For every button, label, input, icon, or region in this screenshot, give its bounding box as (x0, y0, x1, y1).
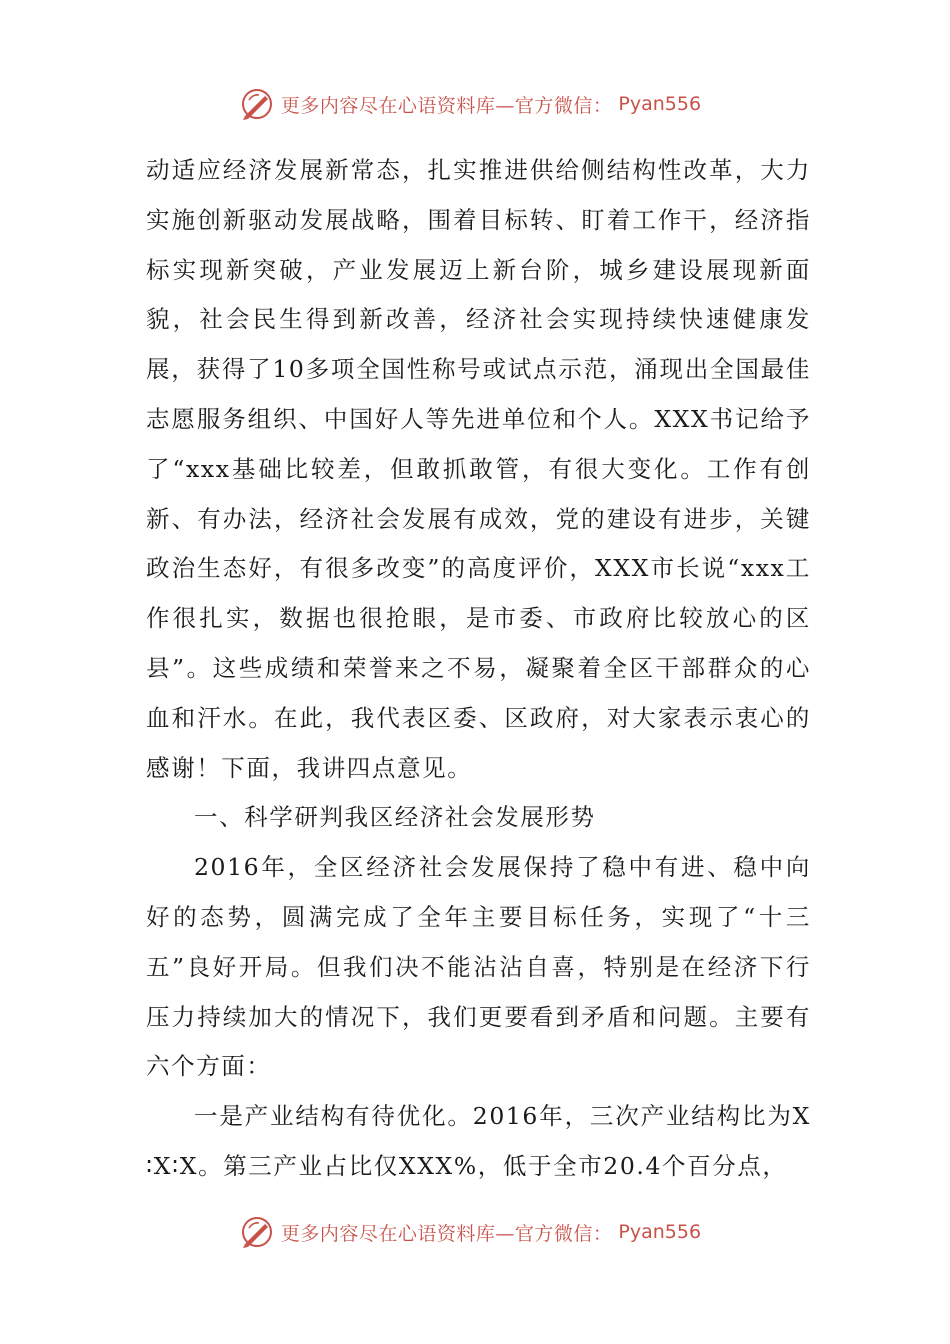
watermark-text: 更多内容尽在心语资料库—官方微信： (280, 1222, 613, 1245)
pen-logo-icon (239, 86, 275, 122)
pen-logo-icon (239, 1214, 275, 1250)
watermark-handle: Pyan556 (618, 1221, 702, 1243)
body-paragraph-3: 一是产业结构有待优化。2016年，三次产业结构比为X∶X∶X。第三产业占比仅XXX%，低于全市20.4个百分点， (146, 1102, 811, 1180)
body-paragraph-1: 动适应经济发展新常态，扎实推进供给侧结构性改革，大力实施创新驱动发展战略，围着目标转、盯着工作干，经济指标实现新突破，产业发展迈上新台阶，城乡建设展现新面貌，社会民生得到新改善，经济社会实现持续快速健康发展，获得了10多项全国性称号或试点示范，涌现出全国最佳志愿服务组织、中国好人等先进单位和个人。XXX书记给予了“xxx基础比较差，但敢抓敢管，有很大变化。工作有创新、有办法，经济社会发展有成效，党的建设有进步，关键政治生态好，有很多改变”的高度评价，XXX市长说“xxx工作很扎实，数据也很抢眼，是市委、市政府比较放心的区县”。这些成绩和荣誉来之不易，凝聚着全区干部群众的心血和汗水。在此，我代表区委、区政府，对大家表示衷心的感谢！下面，我讲四点意见。 (146, 156, 811, 782)
watermark-text: 更多内容尽在心语资料库—官方微信： (280, 94, 613, 117)
header-watermark (239, 86, 701, 122)
footer-watermark (239, 1214, 701, 1250)
section-heading: 一、科学研判我区经济社会发展形势 (194, 803, 596, 832)
body-paragraph-2: 2016年，全区经济社会发展保持了稳中有进、稳中向好的态势，圆满完成了全年主要目标任务，实现了“十三五”良好开局。但我们决不能沾沾自喜，特别是在经济下行压力持续加大的情况下，我们更要看到矛盾和问题。主要有六个方面： (146, 853, 811, 1081)
watermark-handle: Pyan556 (618, 93, 702, 115)
header-watermark-banner (0, 82, 950, 126)
document-body (146, 146, 811, 1192)
footer-watermark-banner (0, 1210, 950, 1254)
